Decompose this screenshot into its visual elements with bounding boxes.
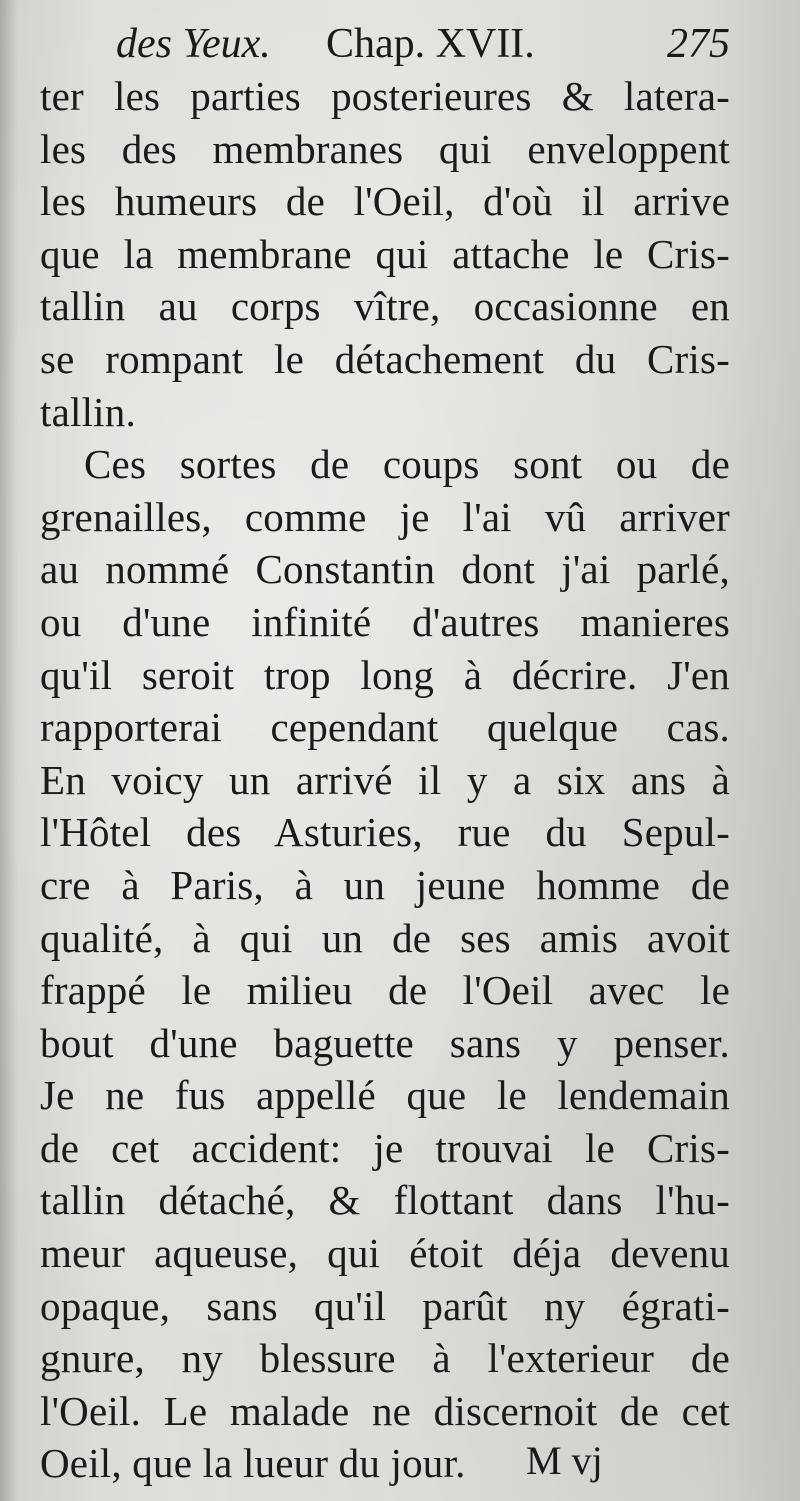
text-line: En voicy un arrivé il y a six ans à: [40, 756, 730, 803]
text-line: meur aqueuse, qui étoit déja devenu: [40, 1230, 730, 1277]
body-text: [40, 70, 730, 1490]
text-line: frappé le milieu de l'Oeil avec le: [40, 967, 730, 1014]
text-line: gnure, ny blessure à l'exterieur de: [40, 1335, 730, 1382]
page-number: 275: [667, 21, 730, 67]
text-line: cre à Paris, à un jeune homme de: [40, 861, 730, 908]
text-line: les humeurs de l'Oeil, d'où il arrive: [40, 178, 730, 225]
text-line: l'Oeil. Le malade ne discernoit de cet: [40, 1387, 730, 1434]
text-line: opaque, sans qu'il parût ny égrati-: [40, 1282, 730, 1329]
text-line: qualité, à qui un de ses amis avoit: [40, 914, 730, 961]
text-line: tallin au corps vître, occasionne en: [40, 283, 730, 330]
text-line: grenailles, comme je l'ai vû arriver: [40, 493, 730, 540]
text-line: ou d'une infinité d'autres manieres: [40, 598, 730, 645]
text-line: Oeil, que la lueur du jour.: [40, 1440, 466, 1487]
text-line: rapporterai cependant quelque cas.: [40, 704, 730, 751]
text-line: au nommé Constantin dont j'ai parlé,: [40, 546, 730, 593]
text-line: ter les parties posterieures & latera-: [40, 73, 730, 119]
text-line: les des membranes qui enveloppent: [40, 125, 730, 172]
text-line: que la membrane qui attache le Cris-: [40, 230, 730, 277]
text-line: Ces sortes de coups sont ou de: [84, 441, 730, 488]
text-line: qu'il seroit trop long à décrire. J'en: [40, 651, 730, 698]
text-line: bout d'une baguette sans y penser.: [40, 1019, 730, 1066]
text-line: tallin détaché, & flottant dans l'hu-: [40, 1177, 730, 1224]
text-line: tallin.: [40, 388, 136, 435]
text-line: Je ne fus appellé que le lendemain: [40, 1072, 730, 1119]
running-header: [0, 14, 800, 74]
text-line: de cet accident: je trouvai le Cris-: [40, 1124, 730, 1171]
chapter-heading: Chap. XVII.: [326, 21, 535, 67]
text-line: se rompant le détachement du Cris-: [40, 335, 730, 382]
gutter-shadow: [0, 0, 18, 1501]
text-line: l'Hôtel des Asturies, rue du Sepul-: [40, 809, 730, 856]
signature-mark: M vj: [526, 1438, 603, 1483]
running-title: des Yeux.: [116, 21, 271, 67]
